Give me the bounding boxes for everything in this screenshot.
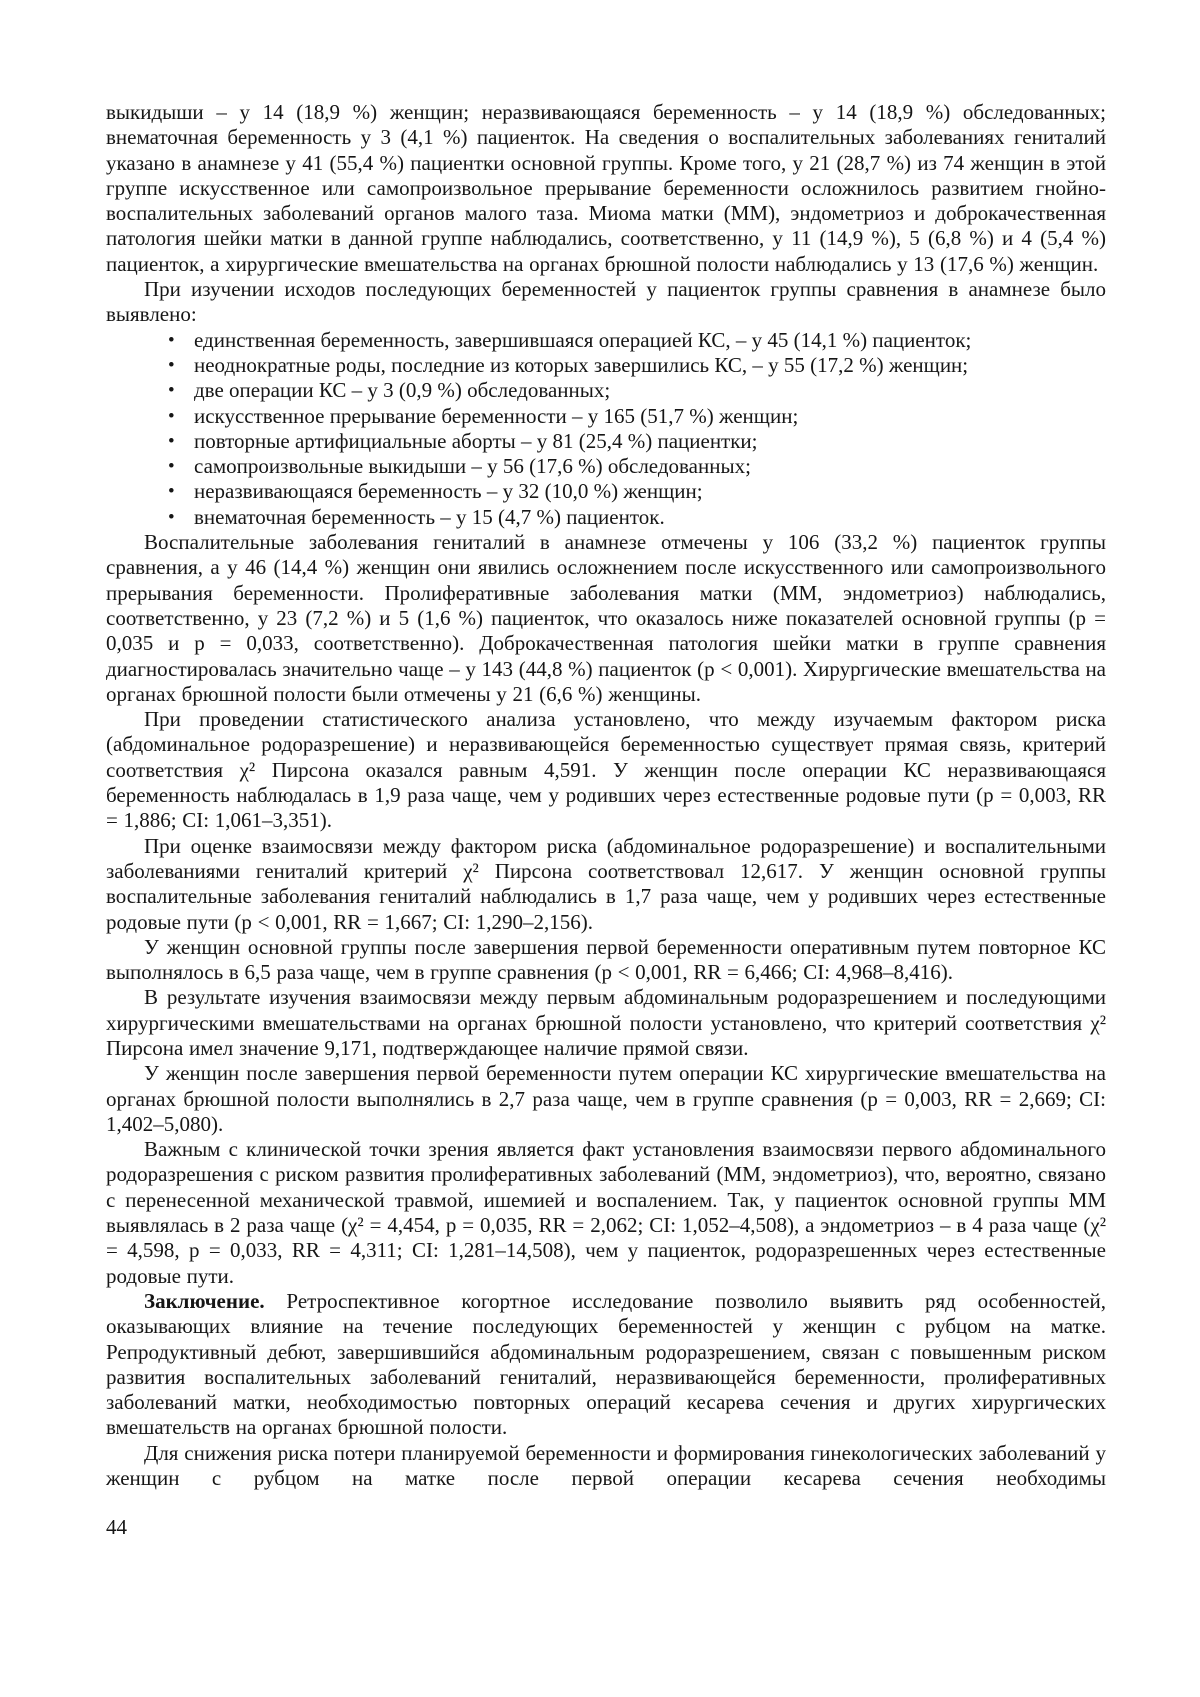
list-item-text: единственная беременность, завершившаяся операцией КС, – у 45 (14,1 %) пациенток; (194, 327, 972, 352)
list-item (106, 479, 1106, 504)
list-item-text: неоднократные роды, последние из которых завершились КС, – у 55 (17,2 %) женщин; (194, 352, 969, 377)
list-item (106, 404, 1106, 429)
list-item-text: повторные артифициальные аборты – у 81 (25,4 %) пациентки; (194, 428, 758, 453)
list-item (106, 429, 1106, 454)
bullet-icon: • (168, 329, 175, 351)
list-item-text: две операции КС – у 3 (0,9 %) обследованных; (194, 378, 611, 403)
bullet-icon: • (168, 405, 175, 427)
paragraph-proliferative-risk: Важным с клинической точки зрения является факт установления взаимосвязи первого абдоминального родоразрешения с риском развития пролиферативных заболеваний (ММ, эндометриоз), что, вероятно, связано с перенесенной механической травмой, ишемией и воспалением. Так, у пациенток основной группы ММ выявлялась в 2 раза чаще (χ² = 4,454, p = 0,035, RR = 2,062; CI: 1,052–4,508), а эндометриоз – в 4 раза чаще (χ² = 4,598, p = 0,033, RR = 4,311; CI: 1,281–14,508), чем у пациенток, родоразрешенных через естественные родовые пути. (106, 1137, 1106, 1288)
list-item (106, 454, 1106, 479)
paragraph-surgery-risk: У женщин после завершения первой беременности путем операции КС хирургические вмешательства на органах брюшной полости выполнялись в 2,7 раза чаще, чем в группе сравнения (p = 0,003, RR = 2,669; CI: 1,402–5,080). (106, 1061, 1106, 1136)
conclusion-text: Ретроспективное когортное исследование позволило выявить ряд особенностей, оказывающих влияние на течение последующих беременностей у женщин с рубцом на матке. Репродуктивный дебют, завершившийся абдоминальным родоразрешением, связан с повышенным риском развития воспалительных заболеваний гениталий, неразвивающейся беременности, пролиферативных заболеваний матки, необходимостью повторных операций кесарева сечения и других хирургических вмешательств на органах брюшной полости. (106, 1288, 1106, 1440)
page-number: 44 (106, 1515, 127, 1540)
paragraph-chi-square-missed-abortion: При проведении статистического анализа установлено, что между изучаемым фактором риска (абдоминальное родоразрешение) и неразвивающейся беременностью существует прямая связь, критерий соответствия χ² Пирсона оказался равным 4,591. У женщин после операции КС неразвивающаяся беременность наблюдалась в 1,9 раза чаще, чем у родивших через естественные родовые пути (p = 0,003, RR = 1,886; CI: 1,061–3,351). (106, 707, 1106, 833)
list-item (106, 378, 1106, 403)
list-item (106, 353, 1106, 378)
paragraph-final-incomplete: Для снижения риска потери планируемой беременности и формирования гинекологических заболеваний у женщин с рубцом на матке после первой операции кесарева сечения необходимы (106, 1440, 1106, 1491)
list-item-text: искусственное прерывание беременности – у 165 (51,7 %) женщин; (194, 403, 799, 428)
bullet-icon: • (168, 430, 175, 452)
bullet-icon: • (168, 354, 175, 376)
bullet-list (106, 328, 1106, 530)
paragraph-intro-bullets: При изучении исходов последующих беременностей у пациенток группы сравнения в анамнезе было выявлено: (106, 277, 1106, 327)
paragraph-continuation: выкидыши – у 14 (18,9 %) женщин; неразвивающаяся беременность – у 14 (18,9 %) обследованных; внематочная беременность у 3 (4,1 %) пациенток. На сведения о воспалительных заболеваниях гениталий указано в анамнезе у 41 (55,4 %) пациентки основной группы. Кроме того, у 21 (28,7 %) из 74 женщин в этой группе искусственное или самопроизвольное прерывание беременности осложнилось развитием гнойно-воспалительных заболеваний органов малого таза. Миома матки (ММ), эндометриоз и доброкачественная патология шейки матки в данной группе наблюдались, соответственно, у 11 (14,9 %), 5 (6,8 %) и 4 (5,4 %) пациенток, а хирургические вмешательства на органах брюшной полости наблюдались у 13 (17,6 %) женщин. (106, 100, 1106, 276)
document-page (106, 100, 1106, 1541)
conclusion-heading: Заключение. (144, 1288, 265, 1313)
bullet-icon: • (168, 380, 175, 402)
paragraph-chi-square-surgery: В результате изучения взаимосвязи между первым абдоминальным родоразрешением и последующими хирургическими вмешательствами на органах брюшной полости установлено, что критерий соответствия χ² Пирсона имел значение 9,171, подтверждающее наличие прямой связи. (106, 985, 1106, 1060)
list-item-text: самопроизвольные выкидыши – у 56 (17,6 %) обследованных; (194, 454, 751, 479)
paragraph-repeat-cs-risk: У женщин основной группы после завершения первой беременности оперативным путем повторное КС выполнялось в 6,5 раза чаще, чем в группе сравнения (p < 0,001, RR = 6,466; CI: 4,968–8,416). (106, 934, 1106, 985)
list-item (106, 328, 1106, 353)
list-item-text: внематочная беременность – у 15 (4,7 %) пациенток. (194, 504, 665, 529)
conclusion-paragraph (106, 1289, 1106, 1441)
paragraph-comparison-group: Воспалительные заболевания гениталий в анамнезе отмечены у 106 (33,2 %) пациенток группы сравнения, а у 46 (14,4 %) женщин они явились осложнением после искусственного или самопроизвольного прерывания беременности. Пролиферативные заболевания матки (ММ, эндометриоз) наблюдались, соответственно, у 23 (7,2 %) и 5 (1,6 %) пациенток, что оказалось ниже показателей основной группы (p = 0,035 и p = 0,033, соответственно). Доброкачественная патология шейки матки в группе сравнения диагностировалась значительно чаще – у 143 (44,8 %) пациенток (p < 0,001). Хирургические вмешательства на органах брюшной полости были отмечены у 21 (6,6 %) женщины. (106, 530, 1106, 706)
list-item (106, 505, 1106, 530)
paragraph-chi-square-genital-inflammation: При оценке взаимосвязи между фактором риска (абдоминальное родоразрешение) и воспалительными заболеваниями гениталий критерий χ² Пирсона соответствовал 12,617. У женщин основной группы воспалительные заболевания гениталий наблюдались в 1,7 раза чаще, чем у родивших через естественные родовые пути (p < 0,001, RR = 1,667; CI: 1,290–2,156). (106, 833, 1106, 934)
bullet-icon: • (168, 506, 175, 528)
list-item-text: неразвивающаяся беременность – у 32 (10,0 %) женщин; (194, 479, 703, 504)
bullet-icon: • (168, 456, 175, 478)
bullet-icon: • (168, 481, 175, 503)
